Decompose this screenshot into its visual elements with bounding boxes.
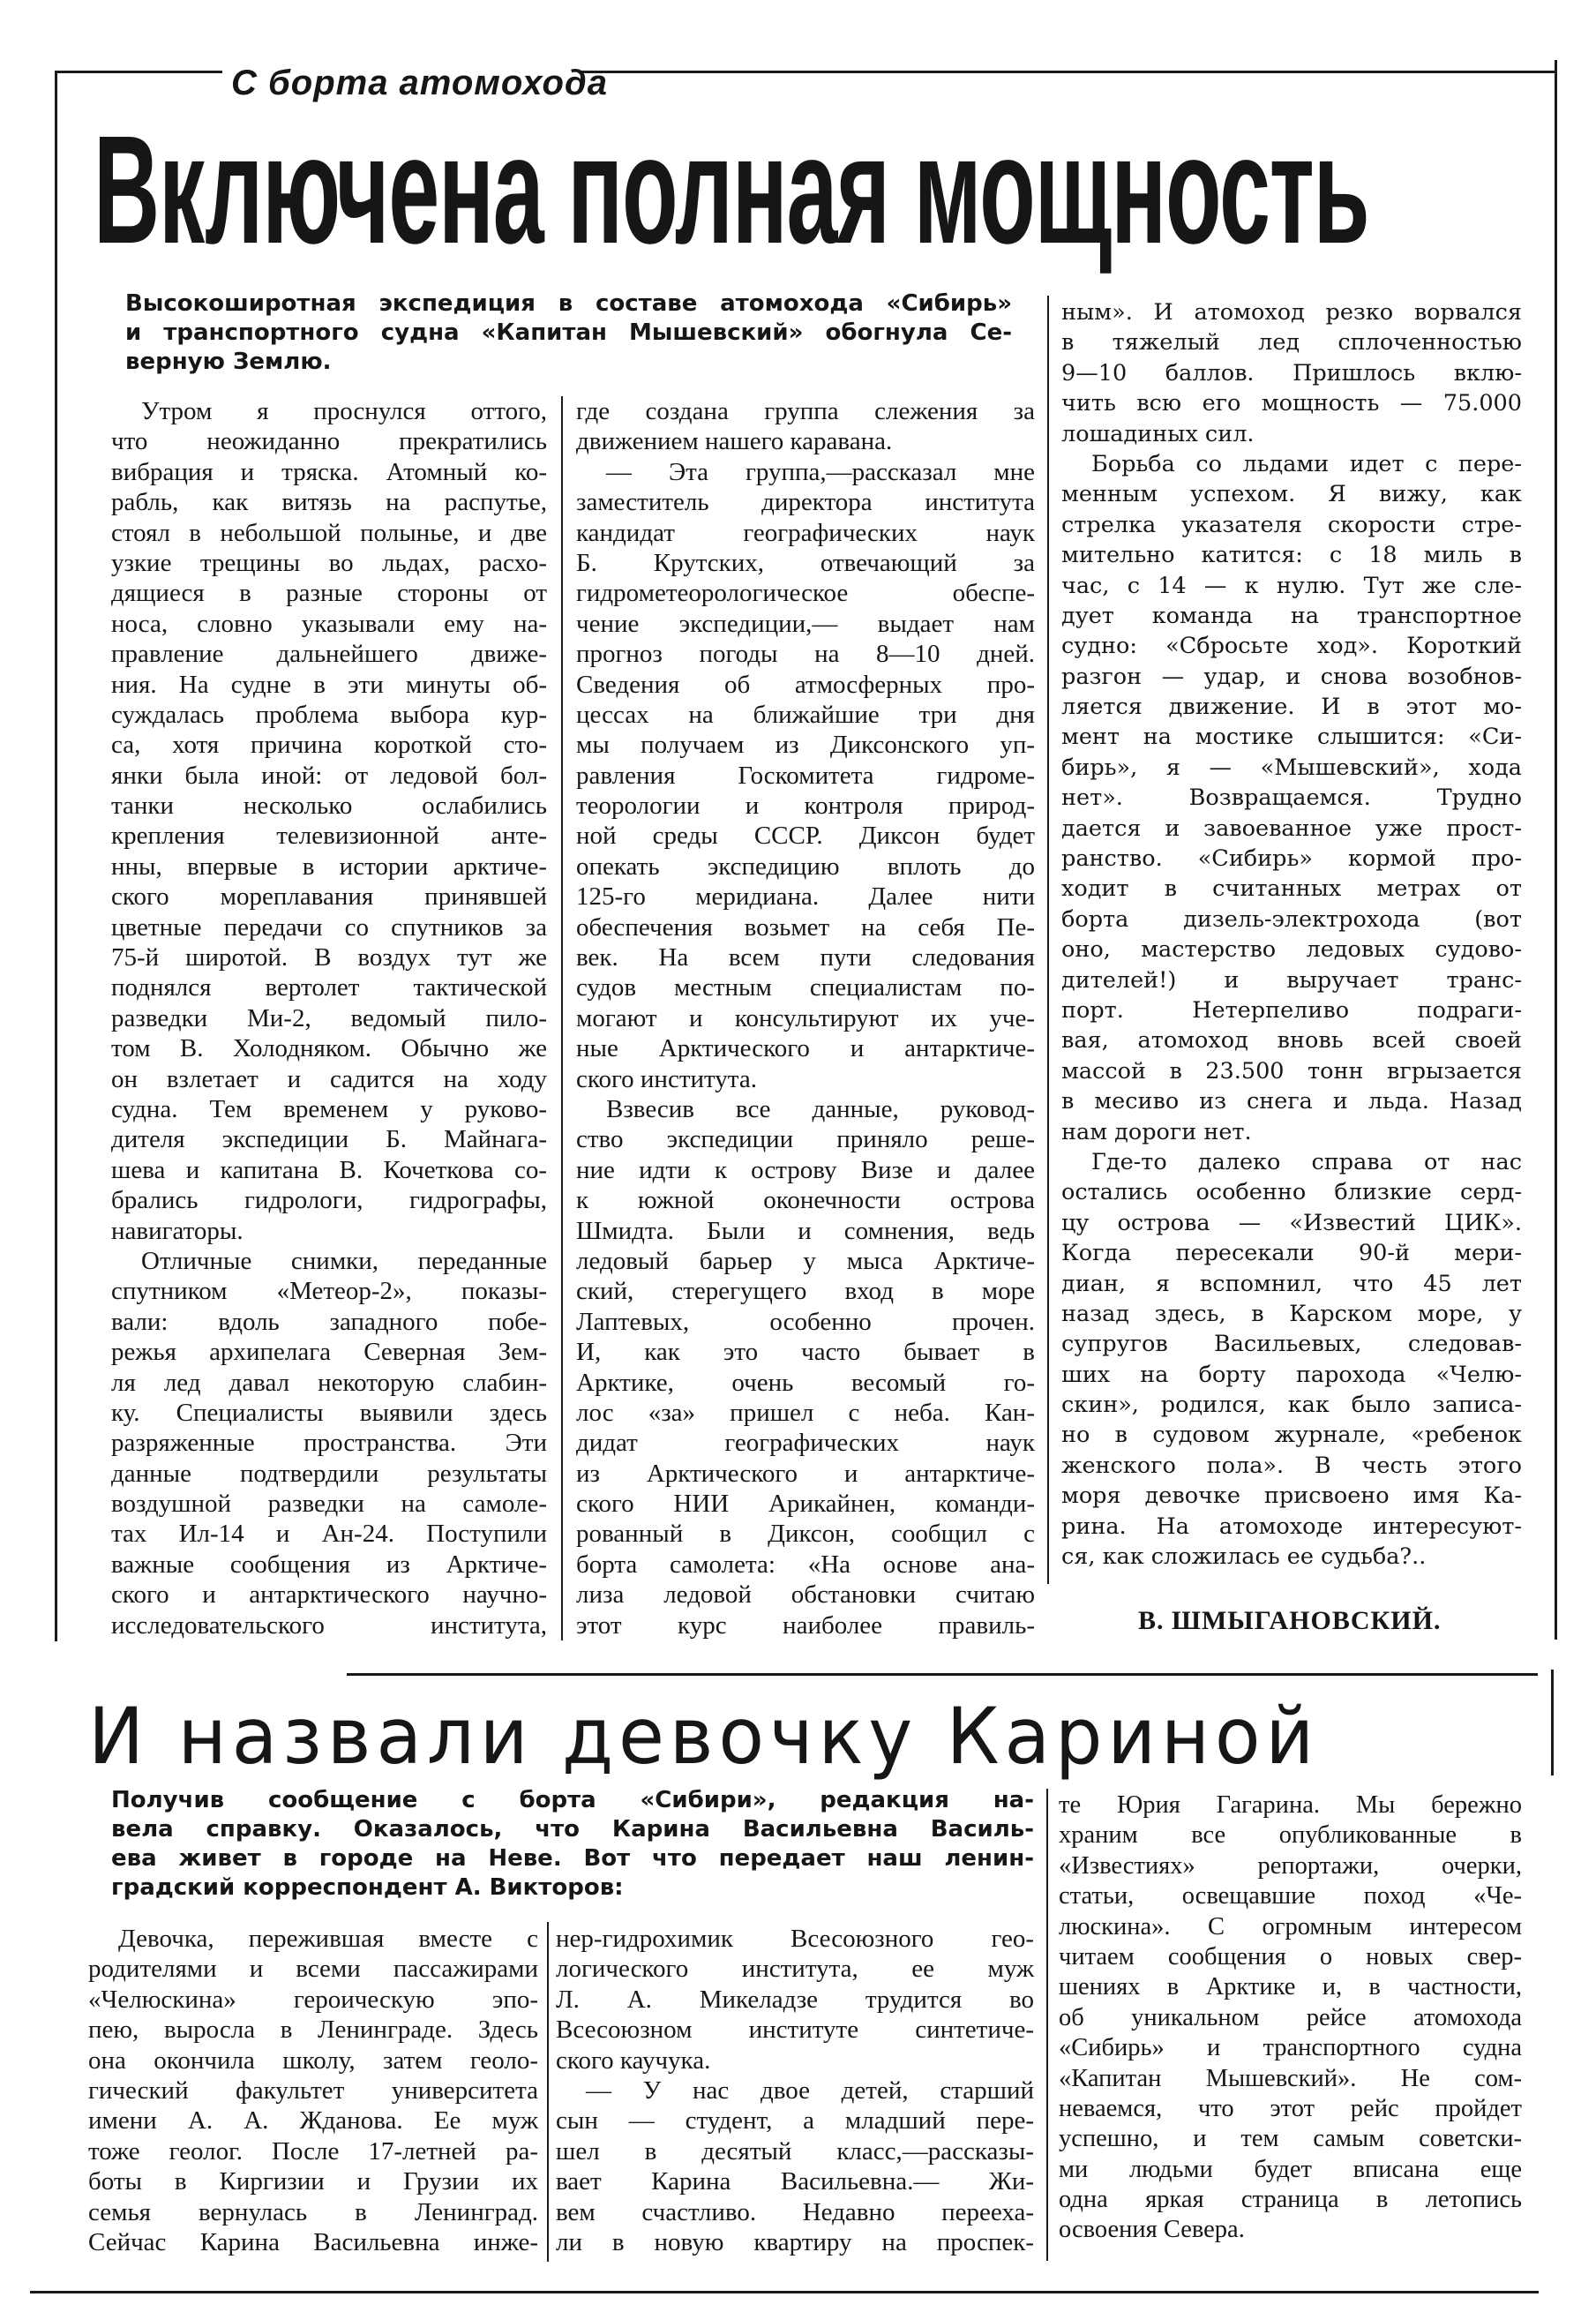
text-line: ского института.: [576, 1064, 757, 1093]
paragraph: [556, 1924, 1034, 2076]
text-line: спутником «Метеор-2», показы-: [111, 1277, 547, 1306]
text-line: воздушной разведки на самоле-: [111, 1490, 547, 1519]
text-line: дящиеся в разные стороны от: [111, 579, 547, 608]
text-line: исследовательского института,: [111, 1610, 547, 1640]
headline: Включена полная мощность: [94, 103, 1369, 276]
text-line: ский, стерегущего вход в море: [576, 1277, 1035, 1306]
text-line: Всесоюзном институте синтетиче-: [556, 2015, 1034, 2045]
text-line: остались особенно близкие серд-: [1061, 1179, 1522, 1206]
text-line: са, хотя причина короткой сто-: [111, 731, 547, 760]
text-line: Сейчас Карина Васильевна инже-: [88, 2227, 538, 2256]
text-line: мент на мостике слышится: «Си-: [1061, 724, 1522, 751]
text-line: навигаторы.: [111, 1216, 244, 1245]
text-line: назад здесь, в Карском море, у: [1061, 1300, 1522, 1327]
text-line: рованный в Диксон, сообщил с: [576, 1520, 1035, 1549]
left-border: [55, 71, 57, 1641]
text-line: дует команда на транспортное: [1061, 602, 1522, 629]
text-line: гический факультет университета: [88, 2076, 538, 2105]
paragraph: [576, 1094, 1035, 1640]
text-line: скин», родился, как было записа-: [1061, 1392, 1522, 1419]
text-line: вибрация и тряска. Атомный ко-: [111, 457, 547, 486]
text-line: моря девочке присвоено имя Ка-: [1061, 1483, 1522, 1510]
text-line: борта самолета: «На основе ана-: [576, 1550, 1035, 1579]
text-line: Отличные снимки, переданные: [141, 1246, 547, 1275]
text-line: цу острова — «Известий ЦИК».: [1061, 1209, 1522, 1236]
text-line: том В. Холодняком. Обычно же: [111, 1034, 547, 1063]
text-line: век. На всем пути следования: [576, 943, 1035, 972]
text-line: менным успехом. Я вижу, как: [1061, 481, 1522, 508]
paragraph: [125, 289, 1012, 377]
text-line: «Сибирь» и транспортного судна: [1059, 2034, 1522, 2062]
text-line: статьи, освещавшие поход «Че-: [1059, 1882, 1522, 1910]
paragraph: [1061, 297, 1522, 449]
text-line: Сведения об атмосферных про-: [576, 670, 1035, 699]
text-line: танки несколько ослабились: [111, 792, 547, 821]
text-line: из Арктического и антарктиче-: [576, 1459, 1035, 1488]
text-line: где создана группа слежения за: [576, 397, 1035, 425]
text-line: ского мореплавания принявшей: [111, 882, 547, 912]
text-line: нер-гидрохимик Всесоюзного гео-: [556, 1925, 1034, 1953]
text-line: Когда пересекали 90-й мери-: [1061, 1240, 1522, 1267]
text-line: ляется движение. И в этот мо-: [1061, 694, 1522, 721]
text-line: ли в новую квартиру на проспек-: [556, 2227, 1034, 2256]
text-line: Арктике, очень весомый го-: [576, 1368, 1035, 1397]
text-line: ледовый барьер у мыса Арктиче-: [576, 1246, 1035, 1275]
text-line: данные подтвердили результаты: [111, 1459, 547, 1488]
text-line: родителями и всеми пассажирами: [88, 1955, 538, 1984]
text-line: супругов Васильевых, следовав-: [1061, 1331, 1522, 1358]
text-line: борта дизель-электрохода (вот: [1061, 905, 1522, 933]
text-line: ского каучука.: [556, 2046, 711, 2075]
text-line: Л. А. Микеладзе трудится во: [556, 1985, 1034, 2014]
text-line: читаем сообщения о новых свер-: [1059, 1942, 1522, 1970]
text-line: Шмидта. Были и сомнения, ведь: [576, 1216, 1035, 1245]
paragraph: [1059, 1790, 1522, 2245]
text-line: ние идти к острову Визе и далее: [576, 1155, 1035, 1184]
text-line: лиза ледовой обстановки считаю: [576, 1580, 1035, 1610]
text-line: ранство. «Сибирь» кормой про-: [1061, 845, 1522, 873]
paragraph: [576, 457, 1035, 1094]
text-line: рабль, как витязь на распутье,: [111, 488, 547, 517]
text-line: ным». И атомоход резко ворвался: [1061, 299, 1522, 326]
text-line: Девочка, пережившая вместе с: [118, 1925, 538, 1953]
text-line: узкие трещины во льдах, расхо-: [111, 548, 547, 577]
text-line: разряженные пространства. Эти: [111, 1429, 547, 1458]
text-line: движением нашего каравана.: [576, 427, 893, 456]
text-line: 75-й широтой. В воздух тут же: [111, 943, 547, 972]
text-line: заместитель директора института: [576, 488, 1035, 517]
text-line: ми людьми будет вписана еще: [1059, 2155, 1522, 2183]
text-line: тоже геолог. После 17-летней ра-: [88, 2136, 538, 2166]
text-line: «Челюскина» героическую эпо-: [88, 1985, 538, 2014]
paragraph: [556, 2076, 1034, 2257]
text-line: он взлетает и садится на ходу: [111, 1064, 547, 1093]
article1-lead: [125, 289, 1012, 377]
text-line: градский корреспондент А. Викторов:: [111, 1874, 624, 1901]
paragraph: [111, 1786, 1034, 1903]
text-line: — Эта группа,—рассказал мне: [606, 457, 1035, 486]
text-line: этот курс наиболее правиль-: [576, 1610, 1035, 1640]
text-line: чить всю его мощность — 75.000: [1061, 390, 1522, 417]
text-line: Борьба со льдами идет с пере-: [1091, 450, 1522, 477]
text-line: успешно, и тем самым советски-: [1059, 2125, 1522, 2153]
article2-column-1: [88, 1924, 538, 2257]
text-line: Лаптевых, особенно прочен.: [576, 1307, 1035, 1336]
paragraph: [1061, 1147, 1522, 1572]
byline-signature: В. ШМЫГАНОВСКИЙ.: [1138, 1606, 1442, 1635]
text-line: 9—10 баллов. Пришлось вклю-: [1061, 359, 1522, 387]
text-line: пею, выросла в Ленинграде. Здесь: [88, 2015, 538, 2045]
text-line: разгон — удар, и снова возобнов-: [1061, 663, 1522, 690]
text-line: лос «за» пришел с неба. Кан-: [576, 1398, 1035, 1427]
text-line: ского и антарктического научно-: [111, 1580, 547, 1610]
text-line: важные сообщения из Арктиче-: [111, 1550, 547, 1579]
text-line: сын — студент, а младший пере-: [556, 2106, 1034, 2136]
text-line: судна. Тем временем у руково-: [111, 1094, 547, 1123]
column-rule: [1046, 1789, 1048, 2261]
text-line: диан, я вспомнил, что 45 лет: [1061, 1270, 1522, 1297]
text-line: шел в десятый класс,—рассказы-: [556, 2136, 1034, 2166]
text-line: И, как это часто бывает в: [576, 1338, 1035, 1367]
text-line: цветные передачи со спутников за: [111, 912, 547, 942]
paragraph: [576, 396, 1035, 457]
right-border-article2: [1551, 1670, 1554, 1775]
text-line: опекать экспедицию вплоть до: [576, 852, 1035, 881]
text-line: Получив сообщение с борта «Сибири», редакция на-: [111, 1787, 1034, 1813]
right-border: [1555, 60, 1557, 1640]
text-line: ку. Специалисты выявили здесь: [111, 1398, 547, 1427]
text-line: Утром я проснулся оттого,: [141, 397, 547, 425]
text-line: могают и консультируют их уче-: [576, 1003, 1035, 1032]
text-line: судов местным специалистам по-: [576, 973, 1035, 1002]
text-line: лошадиных сил.: [1061, 420, 1255, 447]
text-line: Где-то далеко справа от нас: [1091, 1148, 1522, 1175]
text-line: те Юрия Гагарина. Мы бережно: [1059, 1791, 1522, 1819]
text-line: нет». Возвращаемся. Трудно: [1061, 784, 1522, 812]
column-rule: [1047, 296, 1049, 1584]
text-line: цессах на ближайшие три дня: [576, 700, 1035, 729]
text-line: брались гидрологи, гидрографы,: [111, 1186, 547, 1215]
text-line: нам дороги нет.: [1061, 1118, 1252, 1145]
text-line: дается и завоеванное уже прост-: [1061, 814, 1522, 842]
text-line: суждалась проблема выбора кур-: [111, 700, 547, 729]
text-line: но в судовом журнале, «ребенок: [1061, 1422, 1522, 1449]
text-line: правление дальнейшего движе-: [111, 640, 547, 669]
article1-column-2: [576, 396, 1035, 1640]
text-line: вали: вдоль западного побе-: [111, 1307, 547, 1336]
text-line: равления Госкомитета гидроме-: [576, 761, 1035, 790]
article1-column-3: [1061, 297, 1522, 1572]
text-line: ния. На судне в эти минуты об-: [111, 670, 547, 699]
text-line: режья архипелага Северная Зем-: [111, 1338, 547, 1367]
text-line: кандидат географических наук: [576, 518, 1035, 547]
text-line: семья вернулась в Ленинград.: [88, 2197, 538, 2226]
text-line: массой в 23.500 тонн вгрызается: [1061, 1057, 1522, 1085]
text-line: стрелка указателя скорости стре-: [1061, 511, 1522, 538]
text-line: — У нас двое детей, старший: [586, 2076, 1034, 2105]
text-line: ля лед давал некоторую слабин-: [111, 1368, 547, 1397]
text-line: дителей!) и выручает транс-: [1061, 966, 1522, 994]
text-line: нны, впервые в истории арктиче-: [111, 852, 547, 881]
text-line: мительно катится: с 18 миль в: [1061, 542, 1522, 569]
text-line: «Известиях» репортажи, очерки,: [1059, 1851, 1522, 1880]
text-line: обеспечения возьмет на себя Пе-: [576, 912, 1035, 942]
text-line: люскина». С огромным интересом: [1059, 1912, 1522, 1940]
paragraph: [1061, 449, 1522, 1147]
text-line: в тяжелый лед сплоченностью: [1061, 329, 1522, 357]
text-line: вем счастливо. Недавно перееха-: [556, 2197, 1034, 2226]
text-line: ского НИИ Арикайнен, команди-: [576, 1490, 1035, 1519]
text-line: ходит в считанных метрах от: [1061, 875, 1522, 903]
text-line: разведки Ми-2, ведомый пило-: [111, 1003, 547, 1032]
text-line: в месиво из снега и льда. Назад: [1061, 1088, 1522, 1115]
column-rule: [561, 396, 563, 1640]
column-rule: [547, 1922, 549, 2262]
paragraph: [88, 1924, 538, 2257]
text-line: к южной оконечности острова: [576, 1186, 1035, 1215]
text-line: рина. На атомоходе интересуют-: [1061, 1513, 1522, 1540]
text-line: и транспортного судна «Капитан Мышевский» обогнула Се-: [125, 319, 1012, 346]
top-rule-left: [55, 71, 222, 73]
article-separator: [347, 1673, 1538, 1676]
text-line: дидат географических наук: [576, 1429, 1035, 1458]
text-line: боты в Киргизии и Грузии их: [88, 2167, 538, 2196]
text-line: вая, атомоход вновь всей своей: [1061, 1027, 1522, 1055]
text-line: шева и капитана В. Кочеткова со-: [111, 1155, 547, 1184]
text-line: носа, словно указывали ему на-: [111, 609, 547, 638]
text-line: ной среды СССР. Диксон будет: [576, 822, 1035, 851]
text-line: поднялся вертолет тактической: [111, 973, 547, 1002]
text-line: логического института, ее муж: [556, 1955, 1034, 1984]
article2-lead: [111, 1786, 1034, 1903]
text-line: женского пола». В честь этого: [1061, 1452, 1522, 1479]
text-line: неваемся, что этот рейс пройдет: [1059, 2094, 1522, 2122]
article1-column-1: [111, 396, 547, 1640]
text-line: имени А. А. Жданова. Ее муж: [88, 2106, 538, 2136]
paragraph: [111, 396, 547, 1246]
text-line: Б. Крутских, отвечающий за: [576, 548, 1035, 577]
text-line: крепления телевизионной анте-: [111, 822, 547, 851]
top-rule-right: [578, 71, 1557, 73]
text-line: шениях в Арктике и, в частности,: [1059, 1973, 1522, 2001]
text-line: дителя экспедиции Б. Майнага-: [111, 1125, 547, 1154]
text-line: вает Карина Васильевна.— Жи-: [556, 2167, 1034, 2196]
text-line: Высокоширотная экспедиция в составе атомохода «Сибирь»: [125, 290, 1012, 317]
text-line: гидрометеорологическое обеспе-: [576, 579, 1035, 608]
paragraph: [111, 1246, 547, 1640]
text-line: Взвесив все данные, руковод-: [606, 1094, 1035, 1123]
text-line: тах Ил-14 и Ан-24. Поступили: [111, 1520, 547, 1549]
article2-column-3: [1059, 1790, 1522, 2245]
text-line: час, с 14 — к нулю. Тут же сле-: [1061, 572, 1522, 599]
text-line: судно: «Сбросьте ход». Короткий: [1061, 633, 1522, 660]
text-line: храним все опубликованные в: [1059, 1821, 1522, 1850]
text-line: ся, как сложилась ее судьба?..: [1061, 1543, 1427, 1571]
text-line: янки была иной: от ледовой бол-: [111, 761, 547, 790]
text-line: она окончила школу, затем геоло-: [88, 2046, 538, 2075]
text-line: стоял в небольшой полынье, и две: [111, 518, 547, 547]
text-line: что неожиданно прекратились: [111, 427, 547, 456]
section-kicker: С борта атомохода: [231, 64, 608, 102]
text-line: бирь», я — «Мышевский», хода: [1061, 754, 1522, 781]
text-line: ство экспедиции приняло реше-: [576, 1125, 1035, 1154]
text-line: ные Арктического и антарктиче-: [576, 1034, 1035, 1063]
text-line: теорологии и контроля природ-: [576, 792, 1035, 821]
text-line: оно, мастерство ледовых судово-: [1061, 936, 1522, 964]
text-line: прогноз погоды на 8—10 дней.: [576, 640, 1035, 669]
text-line: вела справку. Оказалось, что Карина Васильевна Василь-: [111, 1816, 1034, 1843]
text-line: ева живет в городе на Неве. Вот что передает наш ленин-: [111, 1845, 1034, 1872]
text-line: одна яркая страница в летопись: [1059, 2186, 1522, 2214]
text-line: чение экспедиции,— выдает нам: [576, 609, 1035, 638]
headline-article2: И назвали девочку Кариной: [88, 1691, 1320, 1782]
article2-column-2: [556, 1924, 1034, 2257]
text-line: верную Землю.: [125, 349, 332, 375]
text-line: порт. Нетерпеливо подраги-: [1061, 996, 1522, 1024]
bottom-rule: [30, 2291, 1539, 2293]
text-line: 125-го меридиана. Далее нити: [576, 882, 1035, 912]
text-line: мы получаем из Диксонского уп-: [576, 731, 1035, 760]
text-line: освоения Севера.: [1059, 2216, 1245, 2244]
text-line: «Капитан Мышевский». Не сом-: [1059, 2064, 1522, 2092]
text-line: об уникальном рейсе атомохода: [1059, 2003, 1522, 2031]
text-line: ших на борту парохода «Челю-: [1061, 1361, 1522, 1388]
